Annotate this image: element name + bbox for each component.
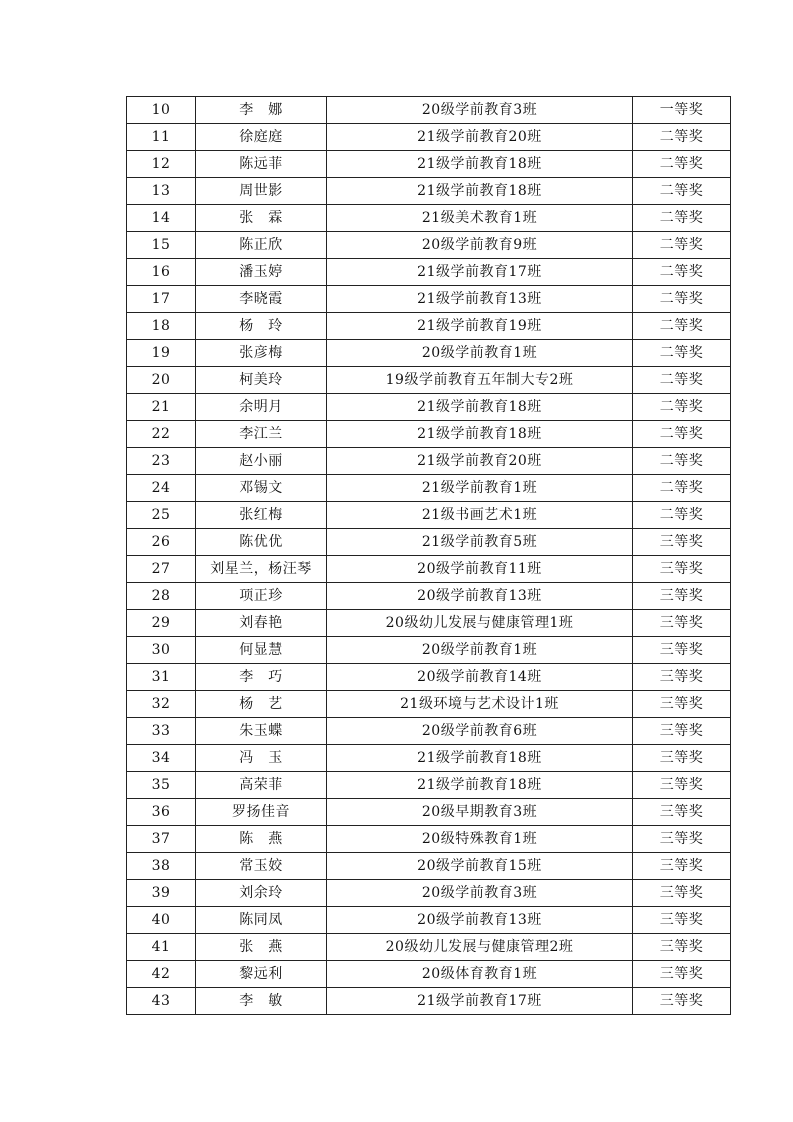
- table-row: [127, 205, 731, 232]
- student-name: 张红梅: [196, 502, 327, 529]
- class-name: 20级学前教育1班: [327, 637, 633, 664]
- table-row: [127, 259, 731, 286]
- class-name: 21级学前教育20班: [327, 124, 633, 151]
- row-number: 24: [127, 475, 196, 502]
- row-number: 34: [127, 745, 196, 772]
- student-name: 杨 玲: [196, 313, 327, 340]
- row-number: 15: [127, 232, 196, 259]
- award-level: 三等奖: [633, 691, 731, 718]
- award-level: 一等奖: [633, 97, 731, 124]
- award-level: 三等奖: [633, 772, 731, 799]
- class-name: 21级学前教育18班: [327, 421, 633, 448]
- student-name: 张 霖: [196, 205, 327, 232]
- class-name: 21级学前教育13班: [327, 286, 633, 313]
- row-number: 43: [127, 988, 196, 1015]
- class-name: 21级学前教育20班: [327, 448, 633, 475]
- class-name: 21级学前教育18班: [327, 394, 633, 421]
- award-level: 二等奖: [633, 421, 731, 448]
- class-name: 20级幼儿发展与健康管理2班: [327, 934, 633, 961]
- class-name: 21级环境与艺术设计1班: [327, 691, 633, 718]
- row-number: 16: [127, 259, 196, 286]
- award-level: 三等奖: [633, 799, 731, 826]
- student-name: 周世影: [196, 178, 327, 205]
- row-number: 13: [127, 178, 196, 205]
- class-name: 20级早期教育3班: [327, 799, 633, 826]
- row-number: 35: [127, 772, 196, 799]
- award-level: 二等奖: [633, 124, 731, 151]
- table-row: [127, 286, 731, 313]
- award-level: 三等奖: [633, 961, 731, 988]
- class-name: 21级学前教育17班: [327, 259, 633, 286]
- row-number: 28: [127, 583, 196, 610]
- table-row: [127, 637, 731, 664]
- table-row: [127, 907, 731, 934]
- award-level: 三等奖: [633, 934, 731, 961]
- row-number: 26: [127, 529, 196, 556]
- class-name: 21级学前教育5班: [327, 529, 633, 556]
- class-name: 21级学前教育1班: [327, 475, 633, 502]
- row-number: 22: [127, 421, 196, 448]
- award-level: 三等奖: [633, 583, 731, 610]
- row-number: 19: [127, 340, 196, 367]
- row-number: 12: [127, 151, 196, 178]
- award-level: 三等奖: [633, 637, 731, 664]
- award-level: 三等奖: [633, 664, 731, 691]
- class-name: 21级学前教育18班: [327, 772, 633, 799]
- table-row: [127, 934, 731, 961]
- award-level: 二等奖: [633, 394, 731, 421]
- class-name: 20级学前教育11班: [327, 556, 633, 583]
- class-name: 21级学前教育18班: [327, 745, 633, 772]
- student-name: 赵小丽: [196, 448, 327, 475]
- student-name: 项正珍: [196, 583, 327, 610]
- student-name: 张 燕: [196, 934, 327, 961]
- class-name: 20级体育教育1班: [327, 961, 633, 988]
- table-row: [127, 448, 731, 475]
- award-level: 三等奖: [633, 880, 731, 907]
- row-number: 33: [127, 718, 196, 745]
- class-name: 19级学前教育五年制大专2班: [327, 367, 633, 394]
- class-name: 20级幼儿发展与健康管理1班: [327, 610, 633, 637]
- table-row: [127, 583, 731, 610]
- student-name: 柯美玲: [196, 367, 327, 394]
- table-row: [127, 502, 731, 529]
- award-level: 二等奖: [633, 340, 731, 367]
- student-name: 潘玉婷: [196, 259, 327, 286]
- award-level: 三等奖: [633, 907, 731, 934]
- student-name: 陈同凤: [196, 907, 327, 934]
- row-number: 40: [127, 907, 196, 934]
- table-row: [127, 151, 731, 178]
- student-name: 高荣菲: [196, 772, 327, 799]
- award-level: 二等奖: [633, 259, 731, 286]
- table-row: [127, 124, 731, 151]
- row-number: 21: [127, 394, 196, 421]
- table-row: [127, 367, 731, 394]
- row-number: 17: [127, 286, 196, 313]
- table-row: [127, 421, 731, 448]
- table-row: [127, 556, 731, 583]
- award-level: 二等奖: [633, 232, 731, 259]
- award-level: 二等奖: [633, 367, 731, 394]
- class-name: 21级学前教育18班: [327, 151, 633, 178]
- table-row: [127, 988, 731, 1015]
- row-number: 32: [127, 691, 196, 718]
- student-name: 陈优优: [196, 529, 327, 556]
- student-name: 刘春艳: [196, 610, 327, 637]
- row-number: 38: [127, 853, 196, 880]
- award-level: 二等奖: [633, 448, 731, 475]
- table-row: [127, 718, 731, 745]
- student-name: 刘星兰，杨汪琴: [196, 556, 327, 583]
- row-number: 14: [127, 205, 196, 232]
- class-name: 20级学前教育3班: [327, 97, 633, 124]
- class-name: 21级学前教育18班: [327, 178, 633, 205]
- row-number: 37: [127, 826, 196, 853]
- award-list-body: [127, 97, 731, 1015]
- student-name: 李 敏: [196, 988, 327, 1015]
- student-name: 李江兰: [196, 421, 327, 448]
- award-level: 三等奖: [633, 988, 731, 1015]
- award-level: 三等奖: [633, 853, 731, 880]
- class-name: 20级学前教育9班: [327, 232, 633, 259]
- student-name: 余明月: [196, 394, 327, 421]
- student-name: 李晓霞: [196, 286, 327, 313]
- table-row: [127, 826, 731, 853]
- award-level: 三等奖: [633, 826, 731, 853]
- award-level: 二等奖: [633, 475, 731, 502]
- student-name: 黎远利: [196, 961, 327, 988]
- row-number: 42: [127, 961, 196, 988]
- award-level: 三等奖: [633, 610, 731, 637]
- student-name: 李 巧: [196, 664, 327, 691]
- row-number: 30: [127, 637, 196, 664]
- award-level: 三等奖: [633, 718, 731, 745]
- row-number: 29: [127, 610, 196, 637]
- table-row: [127, 232, 731, 259]
- student-name: 李 娜: [196, 97, 327, 124]
- class-name: 20级学前教育13班: [327, 583, 633, 610]
- table-row: [127, 772, 731, 799]
- student-name: 杨 艺: [196, 691, 327, 718]
- table-row: [127, 313, 731, 340]
- award-level: 二等奖: [633, 502, 731, 529]
- student-name: 陈 燕: [196, 826, 327, 853]
- class-name: 20级学前教育1班: [327, 340, 633, 367]
- class-name: 20级学前教育14班: [327, 664, 633, 691]
- table-row: [127, 691, 731, 718]
- award-level: 三等奖: [633, 529, 731, 556]
- table-row: [127, 475, 731, 502]
- row-number: 39: [127, 880, 196, 907]
- table-row: [127, 97, 731, 124]
- row-number: 23: [127, 448, 196, 475]
- table-row: [127, 664, 731, 691]
- table-row: [127, 961, 731, 988]
- class-name: 21级美术教育1班: [327, 205, 633, 232]
- table-row: [127, 529, 731, 556]
- row-number: 18: [127, 313, 196, 340]
- class-name: 20级学前教育15班: [327, 853, 633, 880]
- table-row: [127, 610, 731, 637]
- student-name: 陈远菲: [196, 151, 327, 178]
- row-number: 11: [127, 124, 196, 151]
- class-name: 20级特殊教育1班: [327, 826, 633, 853]
- class-name: 21级学前教育19班: [327, 313, 633, 340]
- student-name: 邓锡文: [196, 475, 327, 502]
- student-name: 常玉姣: [196, 853, 327, 880]
- class-name: 21级学前教育17班: [327, 988, 633, 1015]
- class-name: 21级书画艺术1班: [327, 502, 633, 529]
- student-name: 张彦梅: [196, 340, 327, 367]
- row-number: 41: [127, 934, 196, 961]
- table-row: [127, 880, 731, 907]
- class-name: 20级学前教育13班: [327, 907, 633, 934]
- award-level: 二等奖: [633, 286, 731, 313]
- row-number: 27: [127, 556, 196, 583]
- student-name: 罗扬佳音: [196, 799, 327, 826]
- table-row: [127, 853, 731, 880]
- row-number: 31: [127, 664, 196, 691]
- class-name: 20级学前教育6班: [327, 718, 633, 745]
- row-number: 25: [127, 502, 196, 529]
- award-level: 二等奖: [633, 178, 731, 205]
- award-list-table: [126, 96, 731, 1015]
- award-level: 二等奖: [633, 151, 731, 178]
- row-number: 20: [127, 367, 196, 394]
- award-level: 二等奖: [633, 205, 731, 232]
- student-name: 何显慧: [196, 637, 327, 664]
- student-name: 徐庭庭: [196, 124, 327, 151]
- student-name: 朱玉蝶: [196, 718, 327, 745]
- award-level: 三等奖: [633, 745, 731, 772]
- table-row: [127, 178, 731, 205]
- table-row: [127, 340, 731, 367]
- table-row: [127, 745, 731, 772]
- row-number: 36: [127, 799, 196, 826]
- student-name: 陈正欣: [196, 232, 327, 259]
- student-name: 冯 玉: [196, 745, 327, 772]
- award-level: 二等奖: [633, 313, 731, 340]
- student-name: 刘余玲: [196, 880, 327, 907]
- row-number: 10: [127, 97, 196, 124]
- table-row: [127, 799, 731, 826]
- award-level: 三等奖: [633, 556, 731, 583]
- table-row: [127, 394, 731, 421]
- class-name: 20级学前教育3班: [327, 880, 633, 907]
